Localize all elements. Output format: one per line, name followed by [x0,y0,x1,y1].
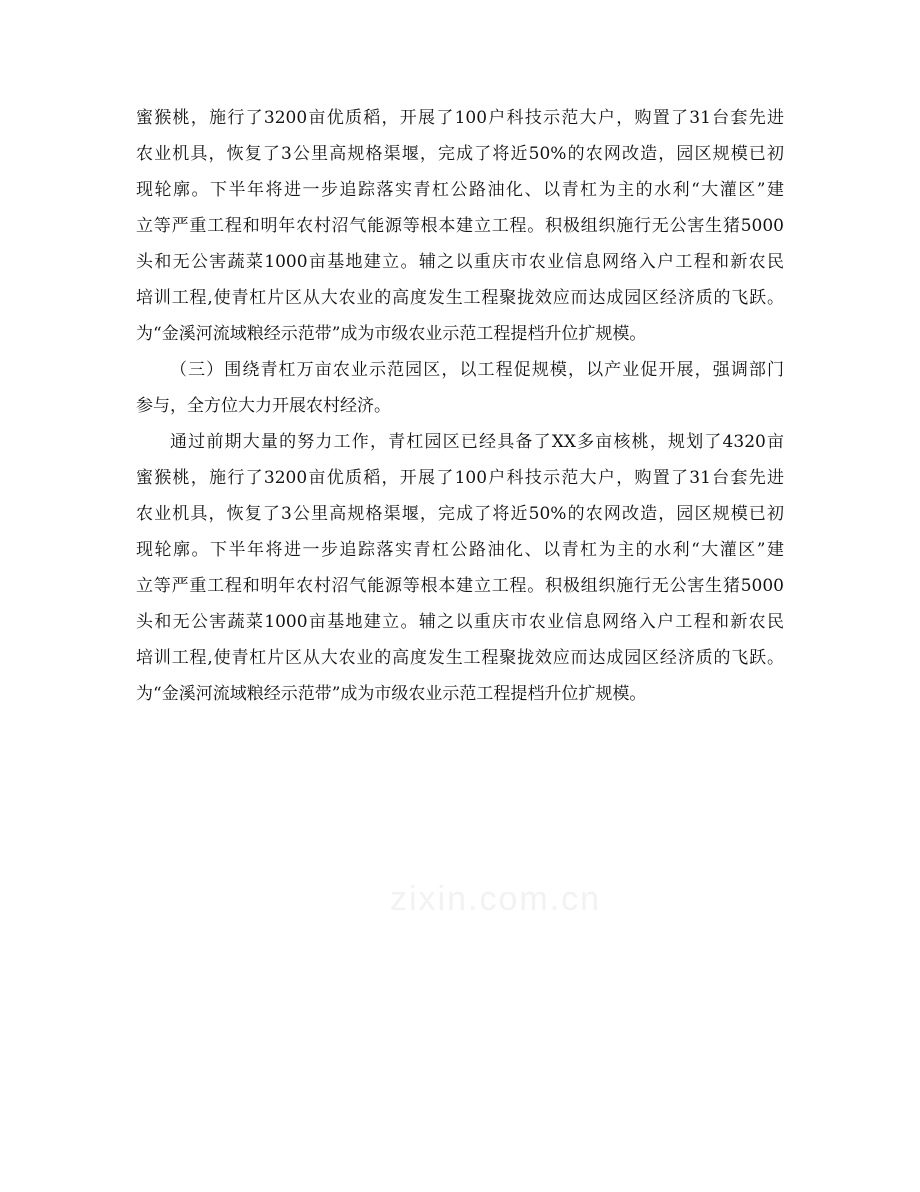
text-line: 农业机具，恢复了3公里高规格渠堰，完成了将近50%的农网改造，园区规模已初 [136,144,784,164]
document-page [136,100,784,712]
text-line: 头和无公害蔬菜1000亩基地建立。辅之以重庆市农业信息网络入户工程和新农民 [136,252,784,272]
text-line: 培训工程,使青杠片区从大农业的高度发生工程聚拢效应而达成园区经济质的飞跃。 [136,648,784,668]
paragraph-2 [136,424,784,712]
watermark: zixin.com.cn [390,880,602,918]
text-line: 培训工程,使青杠片区从大农业的高度发生工程聚拢效应而达成园区经济质的飞跃。 [136,288,784,308]
text-line: 蜜猴桃，施行了3200亩优质稻，开展了100户科技示范大户，购置了31台套先进 [136,468,784,488]
text-line: 为“金溪河流域粮经示范带”成为市级农业示范工程提档升位扩规模。 [136,324,647,344]
section-heading [136,352,784,424]
heading-line: （三）围绕青杠万亩农业示范园区，以工程促规模，以产业促开展，强调部门 [170,360,784,380]
text-line: 为“金溪河流域粮经示范带”成为市级农业示范工程提档升位扩规模。 [136,684,647,704]
text-line: 通过前期大量的努力工作，青杠园区已经具备了XX多亩核桃，规划了4320亩 [170,432,784,452]
paragraph-1 [136,100,784,352]
text-line: 立等严重工程和明年农村沼气能源等根本建立工程。积极组织施行无公害生猪5000 [136,216,784,236]
text-line: 现轮廓。下半年将进一步追踪落实青杠公路油化、以青杠为主的水利“大灌区”建 [136,540,784,560]
text-line: 蜜猴桃，施行了3200亩优质稻，开展了100户科技示范大户，购置了31台套先进 [136,108,784,128]
text-line: 现轮廓。下半年将进一步追踪落实青杠公路油化、以青杠为主的水利“大灌区”建 [136,180,784,200]
heading-line: 参与，全方位大力开展农村经济。 [136,396,391,416]
text-line: 立等严重工程和明年农村沼气能源等根本建立工程。积极组织施行无公害生猪5000 [136,576,784,596]
text-line: 头和无公害蔬菜1000亩基地建立。辅之以重庆市农业信息网络入户工程和新农民 [136,612,784,632]
text-line: 农业机具，恢复了3公里高规格渠堰，完成了将近50%的农网改造，园区规模已初 [136,504,784,524]
